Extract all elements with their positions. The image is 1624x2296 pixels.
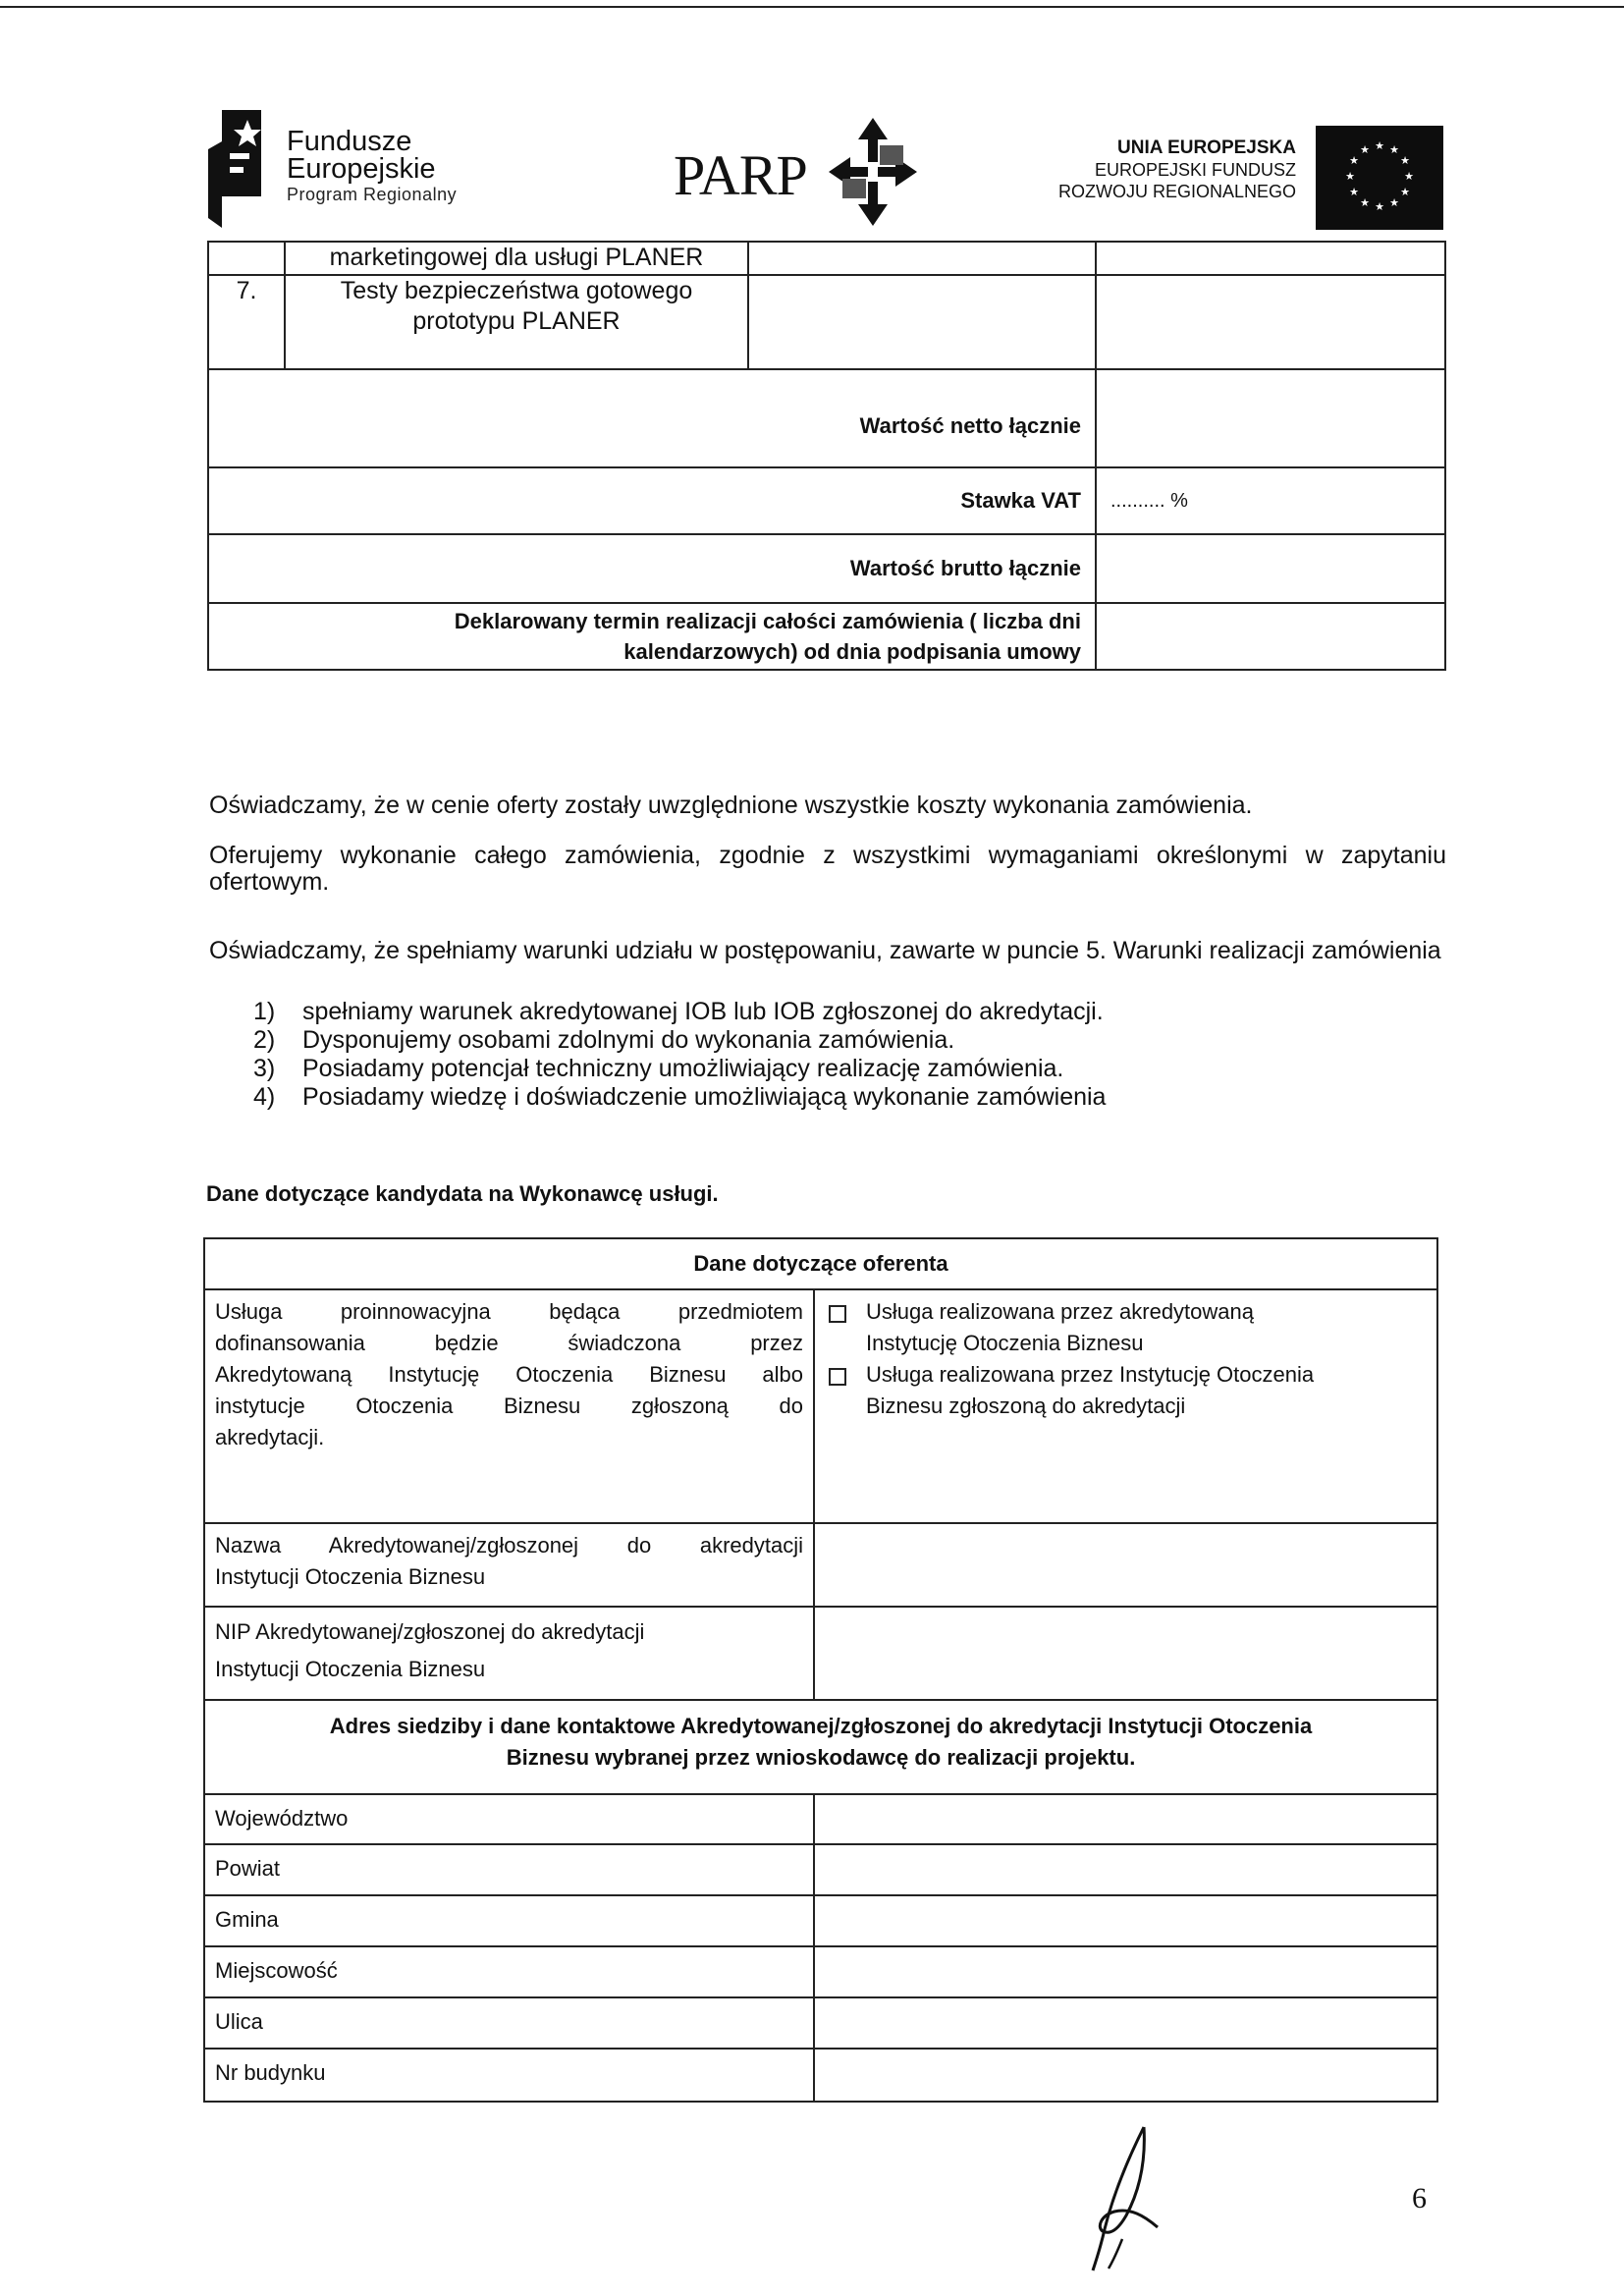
address-heading-line: Biznesu wybranej przez wnioskodawcę do realizacji projektu. (506, 1745, 1136, 1770)
carry-text: marketingowej dla usługi PLANER (329, 244, 704, 271)
vat-label-cell (208, 467, 1096, 534)
institution-nip-value-cell[interactable] (814, 1607, 1437, 1700)
option-line: Biznesu zgłoszoną do akredytacji (866, 1394, 1186, 1418)
svg-text:★: ★ (1345, 170, 1355, 183)
option-submitted-label (866, 1359, 1314, 1422)
term-line1: Deklarowany termin realizacji całości zamówienia ( liczba dni (454, 609, 1081, 633)
field-county-value[interactable] (814, 1844, 1437, 1895)
net-total-label: Wartość netto łącznie (859, 413, 1081, 438)
field-voivodeship-label: Województwo (215, 1806, 349, 1831)
conditions-list (253, 998, 1106, 1112)
address-field-label-cell (204, 1946, 814, 1997)
service-line: instytucje Otoczenia Biznesu zgłoszoną do (215, 1394, 803, 1418)
candidate-table-title: Dane dotyczące oferenta (693, 1251, 948, 1276)
table-row (204, 1997, 1437, 2049)
vat-value: .......... % (1110, 489, 1188, 512)
option-line: Usługa realizowana przez Instytucję Otoczenia (866, 1362, 1315, 1387)
table-row (208, 242, 1445, 275)
table-row (204, 2049, 1437, 2102)
fundusze-europejskie-logo (208, 110, 267, 228)
field-building-number-label: Nr budynku (215, 2060, 326, 2085)
fe-line1: Fundusze (287, 126, 412, 157)
gross-total-label-cell (208, 534, 1096, 603)
institution-nip-line: Instytucji Otoczenia Biznesu (215, 1657, 486, 1681)
list-item (253, 1055, 1106, 1083)
option-accredited-label (866, 1296, 1254, 1359)
svg-text:★: ★ (1349, 186, 1359, 198)
parp-logo-text: PARP (674, 143, 807, 207)
institution-name-line: Nazwa Akredytowanej/zgłoszonej do akredytacji (215, 1533, 803, 1558)
ue-line2: EUROPEJSKI FUNDUSZ (1094, 160, 1296, 180)
table-cell (748, 275, 1096, 369)
table-row (208, 534, 1445, 603)
institution-name-label-cell (204, 1523, 814, 1607)
table-row (204, 1523, 1437, 1607)
candidate-heading: Dane dotyczące kandydata na Wykonawcę usługi. (206, 1181, 719, 1206)
table-row (204, 1895, 1437, 1946)
list-item (253, 1026, 1106, 1055)
list-item-number: 2) (253, 1026, 276, 1054)
statement-prices: Oświadczamy, że w cenie oferty zostały uwzględnione wszystkie koszty wykonania zamówienia. (209, 792, 1253, 819)
svg-text:★: ★ (1400, 154, 1410, 167)
list-item-number: 1) (253, 998, 276, 1025)
field-building-number-value[interactable] (814, 2049, 1437, 2102)
table-row (204, 1607, 1437, 1700)
service-description-cell (204, 1289, 814, 1523)
table-row (208, 467, 1445, 534)
list-item-number: 4) (253, 1083, 276, 1111)
statement-offer: Oferujemy wykonanie całego zamówienia, zgodnie z wszystkimi wymaganiami określonymi w zapytaniu ofertowym. (209, 842, 1446, 896)
candidate-table (203, 1237, 1438, 2103)
field-commune-value[interactable] (814, 1895, 1437, 1946)
field-street-label: Ulica (215, 2009, 263, 2034)
option-line: Instytucję Otoczenia Biznesu (866, 1331, 1144, 1355)
field-locality-label: Miejscowość (215, 1958, 338, 1983)
row7-line1: Testy bezpieczeństwa gotowego (340, 277, 693, 304)
term-line2: kalendarzowych) od dnia podpisania umowy (623, 639, 1081, 664)
table-row (204, 1238, 1437, 1289)
svg-text:★: ★ (1404, 170, 1414, 183)
svg-text:★: ★ (1375, 139, 1384, 152)
list-item-text: Posiadamy wiedzę i doświadczenie umożliwiającą wykonanie zamówienia (302, 1083, 1107, 1111)
option-line: Usługa realizowana przez akredytowaną (866, 1299, 1254, 1324)
page-number: 6 (1412, 2182, 1427, 2214)
institution-name-value-cell[interactable] (814, 1523, 1437, 1607)
table-row (204, 1289, 1437, 1523)
table-row (204, 1844, 1437, 1895)
svg-text:★: ★ (1360, 196, 1370, 209)
fe-line2: Europejskie (287, 153, 436, 185)
address-field-label-cell (204, 2049, 814, 2102)
gross-total-value-cell[interactable] (1096, 534, 1445, 603)
parp-arrows-icon (829, 118, 917, 226)
address-heading-line: Adres siedziby i dane kontaktowe Akredytowanej/zgłoszonej do akredytacji Instytucji Otoczenia (329, 1714, 1313, 1738)
svg-text:★: ★ (1375, 200, 1384, 213)
carry-text-cell (285, 242, 748, 275)
vat-label: Stawka VAT (960, 488, 1081, 513)
row7-value-cell[interactable] (1096, 275, 1445, 369)
cost-summary-table (207, 241, 1446, 671)
list-item (253, 1083, 1106, 1112)
address-heading-cell (204, 1700, 1437, 1794)
candidate-table-title-cell (204, 1238, 1437, 1289)
net-total-value-cell[interactable] (1096, 369, 1445, 467)
vat-value-cell[interactable] (1096, 467, 1445, 534)
ue-line3: ROZWOJU REGIONALNEGO (1057, 182, 1296, 201)
service-line: Usługa proinnowacyjna będąca przedmiotem (215, 1299, 803, 1324)
address-field-label-cell (204, 1844, 814, 1895)
term-label-cell (208, 603, 1096, 670)
field-voivodeship-value[interactable] (814, 1794, 1437, 1844)
institution-name-line: Instytucji Otoczenia Biznesu (215, 1564, 486, 1589)
eu-flag-logo (1316, 126, 1443, 230)
list-item-text: spełniamy warunek akredytowanej IOB lub IOB zgłoszonej do akredytacji. (302, 998, 1104, 1025)
svg-text:★: ★ (1389, 196, 1399, 209)
row7-number-cell (208, 275, 285, 369)
svg-text:★: ★ (1400, 186, 1410, 198)
term-value-cell[interactable] (1096, 603, 1445, 670)
field-street-value[interactable] (814, 1997, 1437, 2049)
service-line: dofinansowania będzie świadczona przez (215, 1331, 803, 1355)
option-submitted-checkbox[interactable] (829, 1368, 846, 1386)
option-accredited[interactable] (829, 1296, 1427, 1359)
option-submitted[interactable] (829, 1359, 1427, 1422)
table-row (204, 1794, 1437, 1844)
service-line: Akredytowaną Instytucję Otoczenia Biznesu albo (215, 1362, 803, 1387)
option-accredited-checkbox[interactable] (829, 1305, 846, 1323)
handwritten-signature (1075, 2121, 1164, 2278)
svg-text:★: ★ (1349, 154, 1359, 167)
institution-nip-label-cell (204, 1607, 814, 1700)
address-field-label-cell (204, 1794, 814, 1844)
table-cell (208, 242, 285, 275)
fundusze-europejskie-text (287, 128, 457, 206)
address-field-label-cell (204, 1895, 814, 1946)
row7-line2: prototypu PLANER (412, 307, 621, 335)
row7-number: 7. (236, 277, 257, 304)
ue-line1: UNIA EUROPEJSKA (1117, 137, 1296, 158)
table-row (208, 275, 1445, 369)
table-row (204, 1700, 1437, 1794)
svg-text:★: ★ (1389, 143, 1399, 156)
field-commune-label: Gmina (215, 1907, 279, 1932)
table-row (208, 369, 1445, 467)
institution-nip-line: NIP Akredytowanej/zgłoszonej do akredytacji (215, 1619, 645, 1644)
net-total-label-cell (208, 369, 1096, 467)
address-field-label-cell (204, 1997, 814, 2049)
service-line: akredytacji. (215, 1425, 325, 1449)
svg-text:★: ★ (1360, 143, 1370, 156)
field-locality-value[interactable] (814, 1946, 1437, 1997)
field-county-label: Powiat (215, 1856, 281, 1881)
statement-conditions: Oświadczamy, że spełniamy warunki udziału w postępowaniu, zawarte w puncie 5. Warunki realizacji zamówienia (209, 937, 1441, 964)
list-item (253, 998, 1106, 1026)
list-item-number: 3) (253, 1055, 276, 1082)
ue-text-block (1031, 137, 1296, 202)
gross-total-label: Wartość brutto łącznie (849, 556, 1081, 580)
page-top-rule (0, 6, 1624, 8)
list-item-text: Posiadamy potencjał techniczny umożliwiający realizację zamówienia. (302, 1055, 1064, 1082)
table-row (208, 603, 1445, 670)
table-cell (748, 242, 1096, 275)
table-cell[interactable] (1096, 242, 1445, 275)
row7-description-cell (285, 275, 748, 369)
table-row (204, 1946, 1437, 1997)
list-item-text: Dysponujemy osobami zdolnymi do wykonania zamówienia. (302, 1026, 955, 1054)
service-options-cell (814, 1289, 1437, 1523)
fe-line3: Program Regionalny (287, 185, 458, 204)
